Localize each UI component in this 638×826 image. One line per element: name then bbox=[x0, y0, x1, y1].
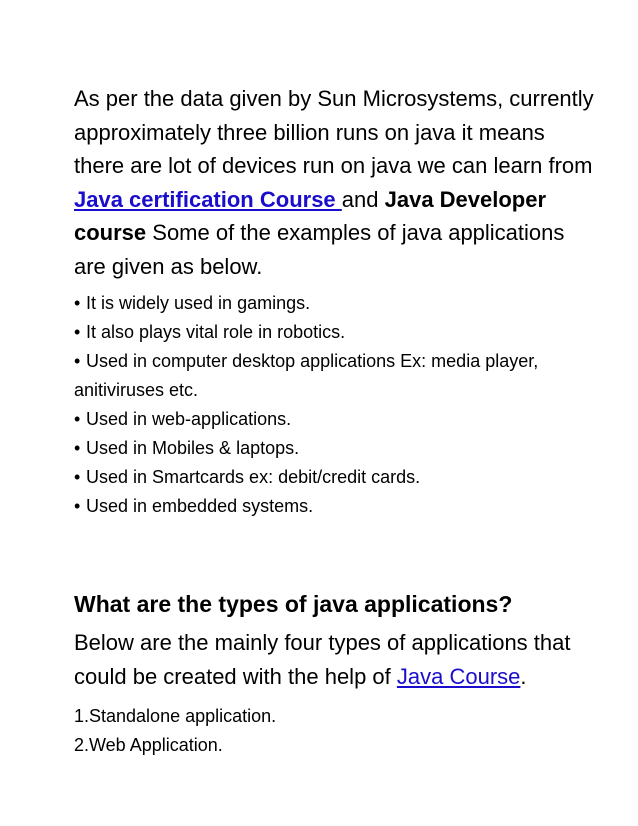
list-item bbox=[74, 434, 594, 463]
list-item-text: Used in web-applications. bbox=[86, 409, 292, 429]
java-course-link[interactable]: Java Course bbox=[396, 663, 521, 689]
list-item-text: It is widely used in gamings. bbox=[86, 293, 311, 313]
java-certification-course-link[interactable]: Java certification Course bbox=[74, 186, 342, 212]
bullet-icon: • bbox=[74, 322, 81, 342]
list-item: 2.Web Application. bbox=[74, 735, 223, 755]
list-item bbox=[74, 347, 594, 405]
intro-text-3: Some of the examples of java applications are given as below. bbox=[74, 220, 565, 279]
list-item bbox=[74, 492, 594, 521]
list-item bbox=[74, 318, 594, 347]
java-developer-course-bold: Java Developer course bbox=[74, 186, 547, 245]
bullet-icon: • bbox=[74, 351, 81, 371]
examples-bullet-list bbox=[74, 289, 594, 521]
list-item-text: It also plays vital role in robotics. bbox=[86, 322, 346, 342]
list-item-text: Used in Mobiles & laptops. bbox=[86, 438, 300, 458]
list-item: 1.Standalone application. bbox=[74, 706, 277, 726]
document-page bbox=[74, 82, 594, 755]
intro-text-1: As per the data given by Sun Microsystems, currently approximately three billion runs on java it means there are lot of devices run on java we can learn from bbox=[74, 86, 594, 178]
bullet-icon: • bbox=[74, 293, 81, 313]
section-text-1: Below are the mainly four types of applications that could be created with the help of bbox=[74, 630, 571, 689]
list-item bbox=[74, 289, 594, 318]
section-heading: What are the types of java applications? bbox=[74, 591, 513, 617]
bullet-icon: • bbox=[74, 438, 81, 458]
list-item bbox=[74, 405, 594, 434]
bullet-icon: • bbox=[74, 409, 81, 429]
intro-text-2: and bbox=[341, 186, 385, 212]
bullet-icon: • bbox=[74, 467, 81, 487]
list-item-text: Used in Smartcards ex: debit/credit cards. bbox=[86, 467, 421, 487]
intro-paragraph bbox=[74, 82, 594, 283]
list-item-text: Used in embedded systems. bbox=[86, 496, 314, 516]
application-types-list bbox=[74, 702, 594, 760]
section-paragraph bbox=[74, 626, 594, 693]
section-text-2: . bbox=[520, 663, 527, 689]
bullet-icon: • bbox=[74, 496, 81, 516]
list-item bbox=[74, 463, 594, 492]
list-item-text: Used in computer desktop applications Ex: media player, anitiviruses etc. bbox=[74, 351, 539, 400]
